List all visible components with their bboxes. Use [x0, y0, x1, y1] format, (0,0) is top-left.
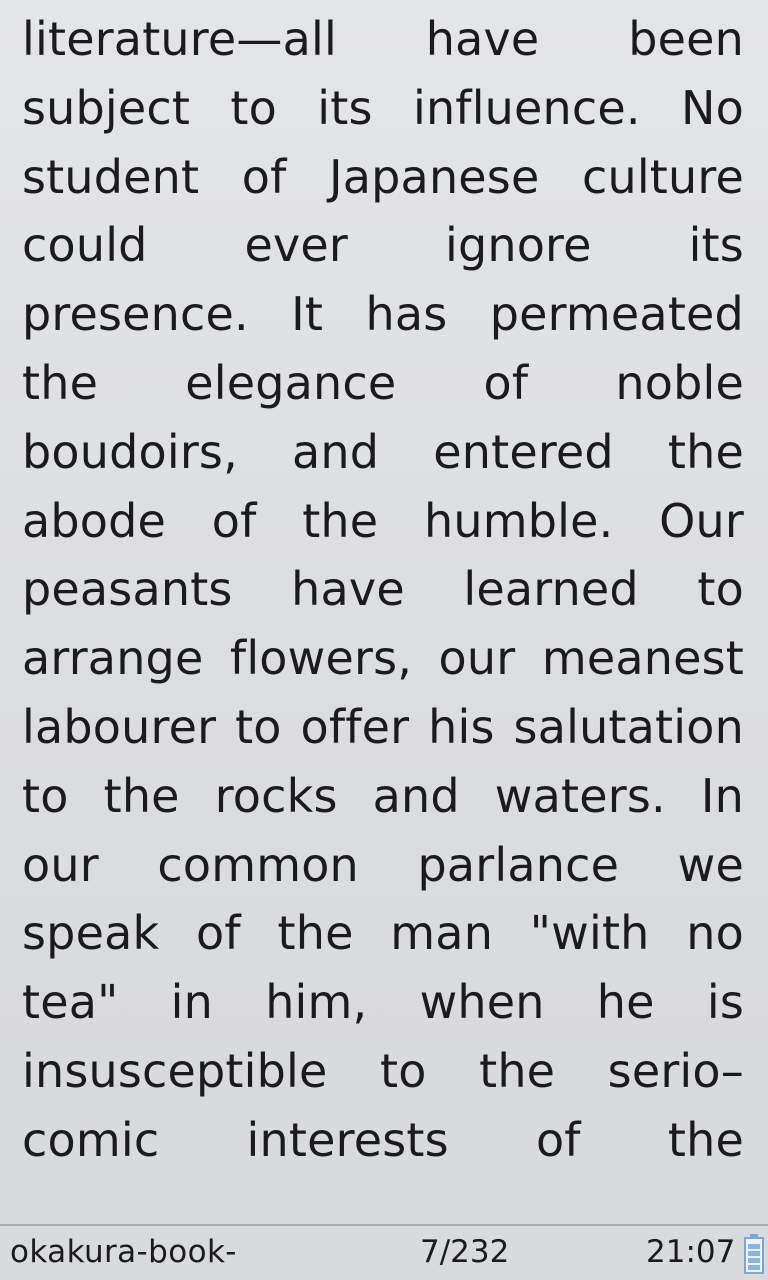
word: the: [667, 424, 744, 479]
word: labourer: [22, 699, 217, 754]
text-line: [22, 1106, 744, 1175]
word: of: [211, 493, 257, 548]
text-line: [22, 349, 744, 418]
word: humble.: [423, 493, 614, 548]
word: is: [706, 975, 744, 1030]
word: "with: [529, 906, 650, 961]
page-indicator: 7/232: [420, 1234, 510, 1270]
word: arrange: [22, 631, 204, 686]
word: the: [302, 493, 379, 548]
text-line: [22, 899, 744, 968]
word: the: [479, 1043, 556, 1098]
word: No: [680, 80, 744, 135]
text-line: [22, 74, 744, 143]
word: subject: [22, 80, 191, 135]
word: insusceptible: [22, 1043, 328, 1098]
text-line: [22, 831, 744, 900]
word: Our: [659, 493, 744, 548]
word: learned: [463, 562, 639, 617]
word: to: [22, 768, 69, 823]
word: rocks: [214, 768, 338, 823]
word: offer: [300, 699, 410, 754]
word: of: [535, 1112, 581, 1167]
word: been: [628, 12, 744, 66]
word: in: [170, 975, 214, 1030]
word: he: [596, 975, 655, 1030]
clock: 21:07: [646, 1234, 736, 1270]
word: has: [365, 287, 448, 342]
word: and: [292, 424, 380, 479]
word: the: [277, 906, 354, 961]
word: have: [425, 12, 540, 66]
word: the: [103, 768, 180, 823]
word: culture: [581, 149, 744, 204]
text-line: [22, 762, 744, 831]
word: and: [372, 768, 460, 823]
text-line: [22, 487, 744, 556]
word: elegance: [185, 355, 397, 410]
word: when: [419, 975, 545, 1030]
word: literature—all: [22, 12, 337, 66]
word: noble: [615, 355, 744, 410]
status-bar: [0, 1224, 768, 1280]
word: In: [700, 768, 744, 823]
battery-fill: [748, 1244, 760, 1270]
word: of: [483, 355, 529, 410]
word: the: [667, 1112, 744, 1167]
word: man: [390, 906, 494, 961]
word: to: [697, 562, 744, 617]
word: serio–: [607, 1043, 744, 1098]
word: our: [22, 837, 99, 892]
word: interests: [246, 1112, 449, 1167]
battery-body: [744, 1237, 764, 1274]
word: peasants: [22, 562, 233, 617]
word: comic: [22, 1112, 160, 1167]
book-title: okakura-book-: [10, 1234, 237, 1270]
text-line: [22, 968, 744, 1037]
word: no: [686, 906, 744, 961]
text-line: [22, 693, 744, 762]
word: of: [196, 906, 241, 961]
book-text: [22, 5, 744, 1175]
battery-icon: [744, 1234, 764, 1274]
word: entered: [433, 424, 614, 479]
text-line: [22, 280, 744, 349]
word: its: [317, 80, 373, 135]
word: presence.: [22, 287, 249, 342]
word: flowers,: [229, 631, 413, 686]
word: tea": [22, 975, 119, 1030]
word: him,: [265, 975, 368, 1030]
word: our: [438, 631, 516, 686]
text-line: [22, 211, 744, 280]
word: boudoirs,: [22, 424, 238, 479]
word: influence.: [412, 80, 641, 135]
word: of: [241, 149, 287, 204]
word: Japanese: [329, 149, 540, 204]
word: could: [22, 218, 148, 273]
word: have: [291, 562, 405, 617]
word: abode: [22, 493, 167, 548]
word: parlance: [417, 837, 620, 892]
word: speak: [22, 906, 160, 961]
word: common: [157, 837, 359, 892]
word: ever: [244, 218, 349, 273]
text-line: [22, 1037, 744, 1106]
word: to: [230, 80, 278, 135]
word: waters.: [494, 768, 666, 823]
word: meanest: [541, 631, 744, 686]
text-line: [22, 555, 744, 624]
text-line: [22, 5, 744, 74]
word: we: [677, 837, 744, 892]
word: student: [22, 149, 200, 204]
word: to: [235, 699, 282, 754]
word: ignore: [444, 218, 592, 273]
word: permeated: [489, 287, 744, 342]
word: salutation: [513, 699, 744, 754]
word: the: [22, 355, 99, 410]
text-line: [22, 624, 744, 693]
word: It: [291, 287, 324, 342]
word: its: [688, 218, 744, 273]
word: his: [428, 699, 495, 754]
text-line: [22, 418, 744, 487]
word: to: [380, 1043, 427, 1098]
text-line: [22, 143, 744, 212]
